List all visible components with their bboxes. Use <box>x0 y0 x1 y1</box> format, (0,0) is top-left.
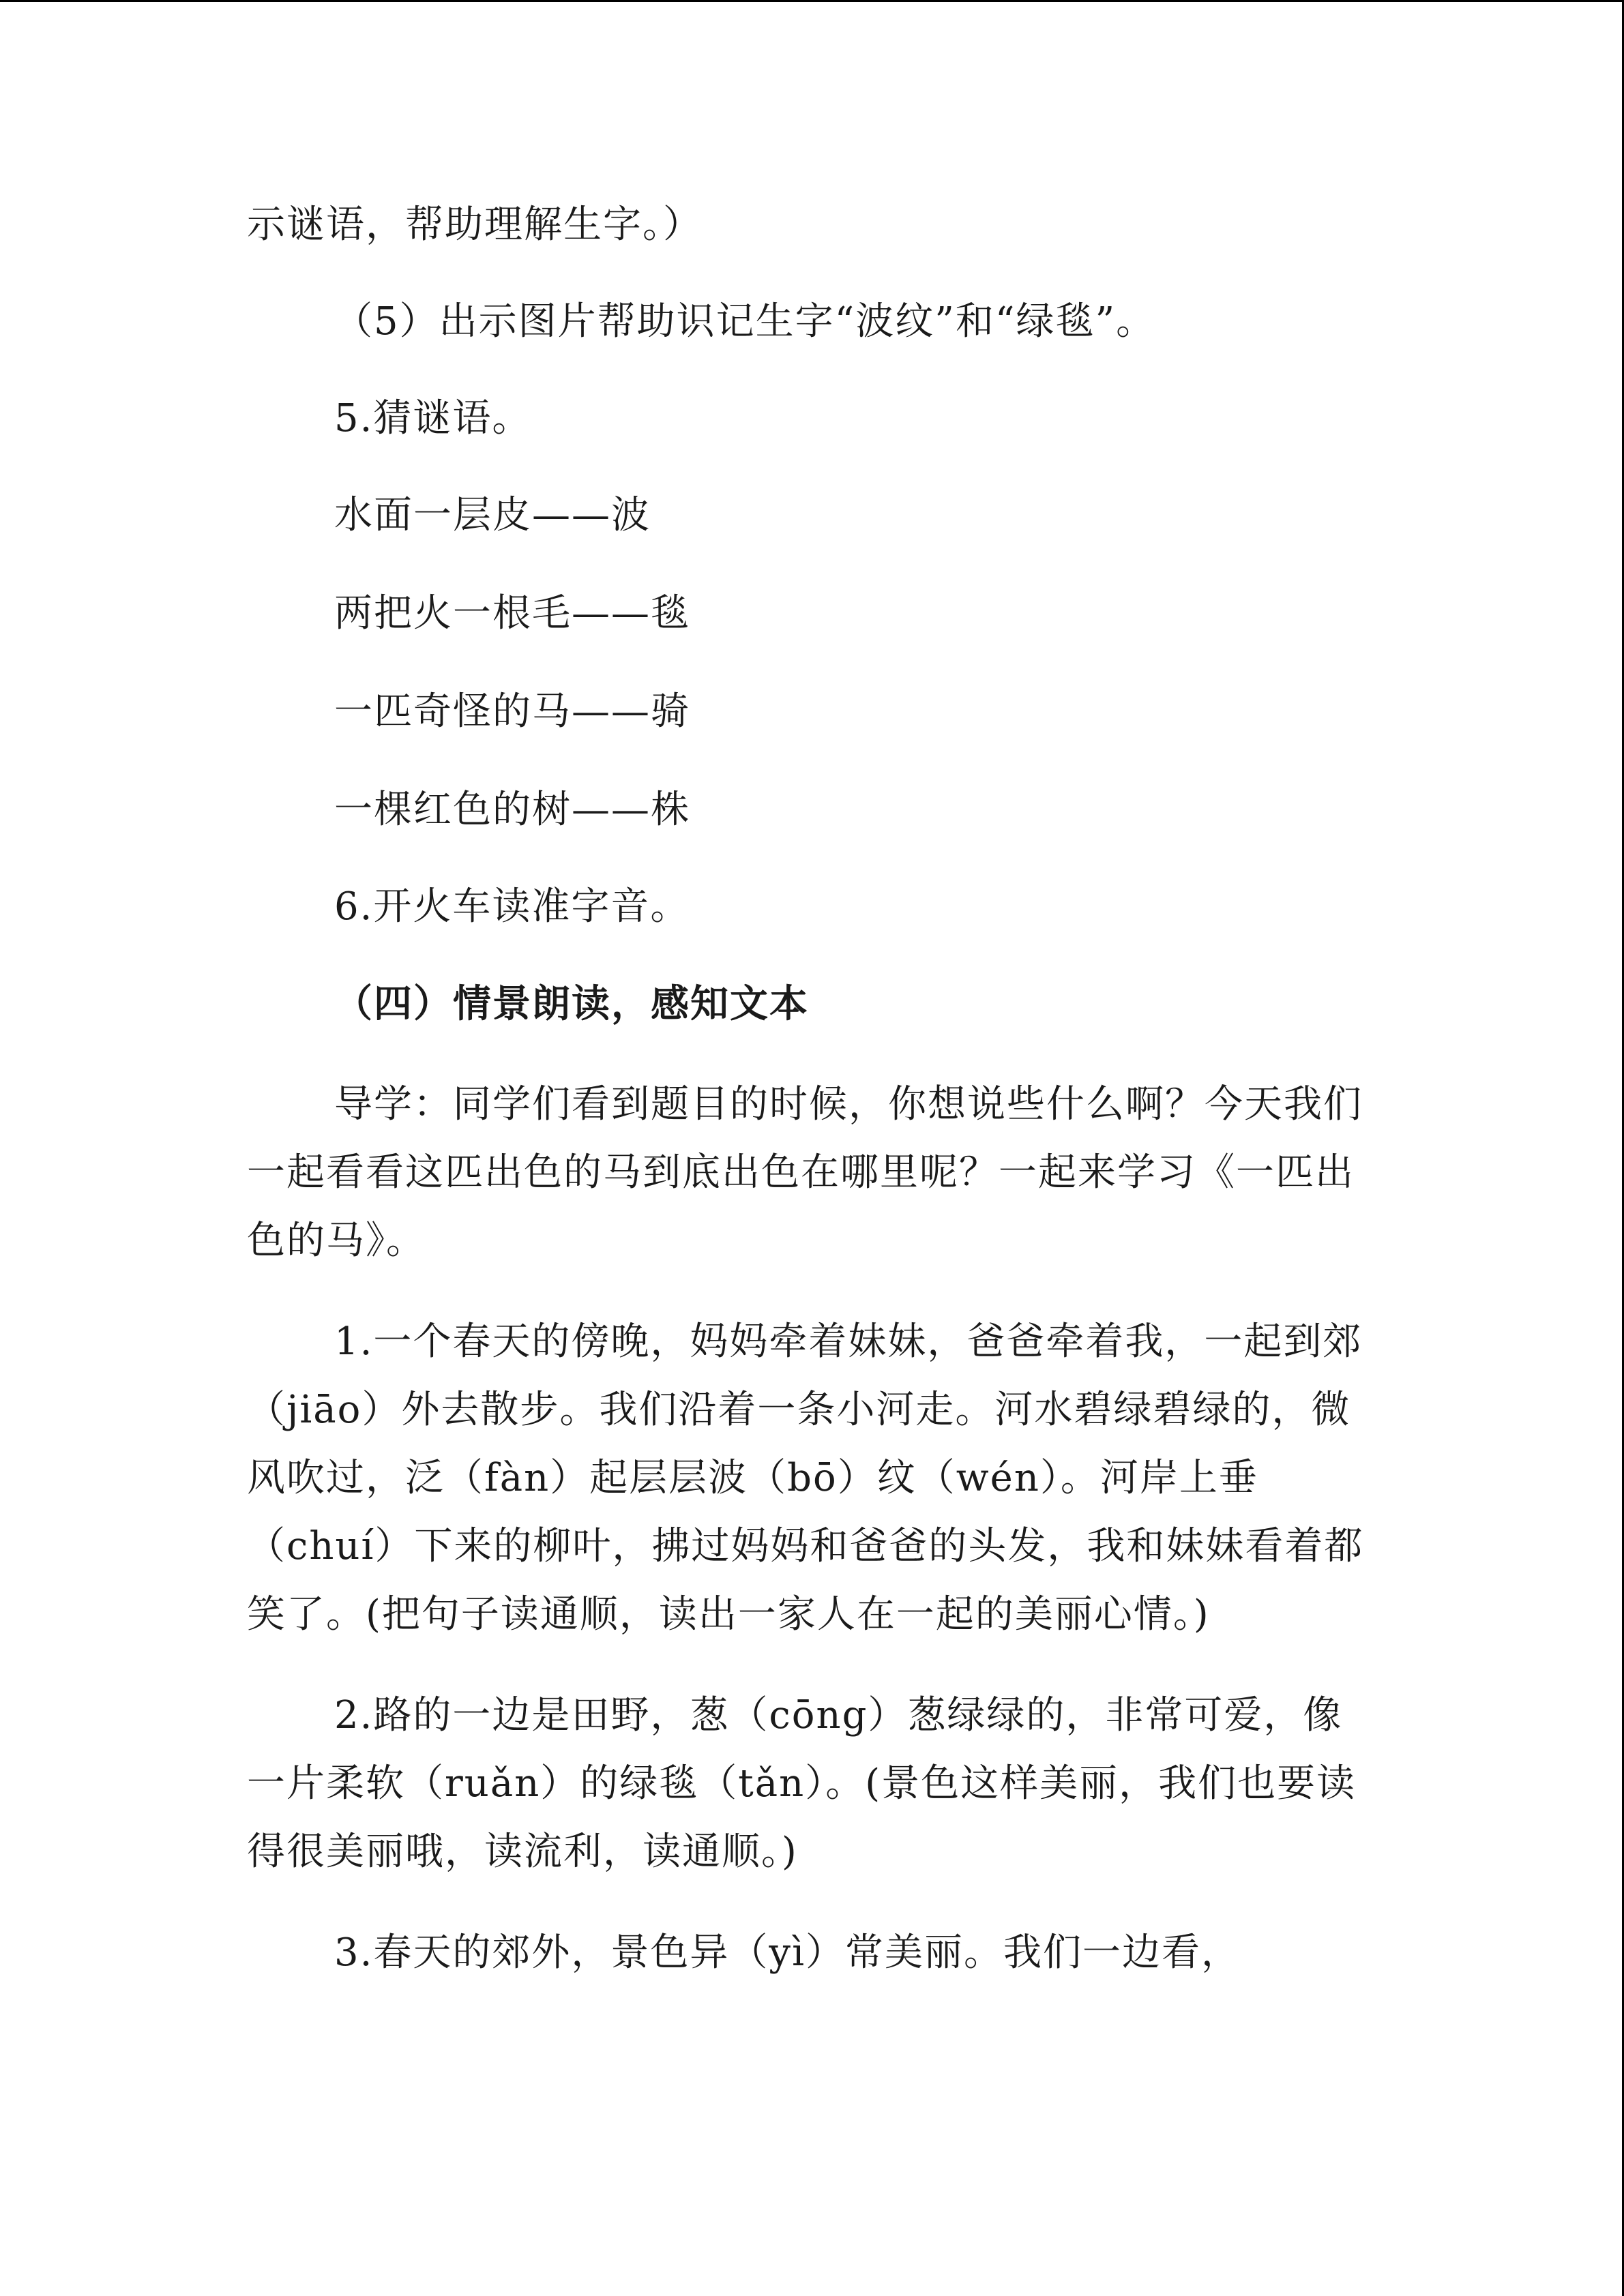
riddle-item: 两把火一根毛——毯 <box>334 591 690 636</box>
section-heading: （四）情景朗读，感知文本 <box>334 981 809 1026</box>
paragraph-step-5-image: （5）出示图片帮助识记生字“波纹”和“绿毯”。 <box>334 299 1156 344</box>
paragraph-passage-3: 3.春天的郊外，景色异（yì）常美丽。我们一边看， <box>334 1930 1241 1975</box>
paragraph-riddle-title: 5.猜谜语。 <box>334 396 532 441</box>
riddle-item: 水面一层皮——波 <box>334 493 651 537</box>
paragraph-intro: 导学：同学们看到题目的时候，你想说些什么啊？今天我们一起看看这匹出色的马到底出色在哪里呢？一起来学习《一匹出色的马》。 <box>247 1082 1363 1263</box>
riddle-item: 一匹奇怪的马——骑 <box>334 689 690 734</box>
paragraph-passage-1: 1.一个春天的傍晚，妈妈牵着妹妹，爸爸牵着我，一起到郊（jiāo）外去散步。我们沿着一条小河走。河水碧绿碧绿的，微风吹过，泛（fàn）起层层波（bō）纹（wén）。河岸上垂（chuí）下来的柳叶，拂过妈妈和爸爸的头发，我和妹妹看着都笑了。(把句子读通顺，读出一家人在一起的美丽心情。) <box>247 1320 1364 1637</box>
paragraph-continuation: 示谜语，帮助理解生字。） <box>247 203 703 247</box>
paragraph-train-reading: 6.开火车读准字音。 <box>334 884 690 929</box>
page-top-border <box>0 0 1624 2</box>
document-page <box>247 191 1365 1987</box>
paragraph-passage-2: 2.路的一边是田野，葱（cōng）葱绿绿的，非常可爱，像一片柔软（ruǎn）的绿毯（tǎn）。(景色这样美丽，我们也要读得很美丽哦，读流利，读通顺。) <box>247 1693 1357 1874</box>
riddle-list <box>247 481 1365 844</box>
riddle-item: 一棵红色的树——株 <box>334 788 690 832</box>
